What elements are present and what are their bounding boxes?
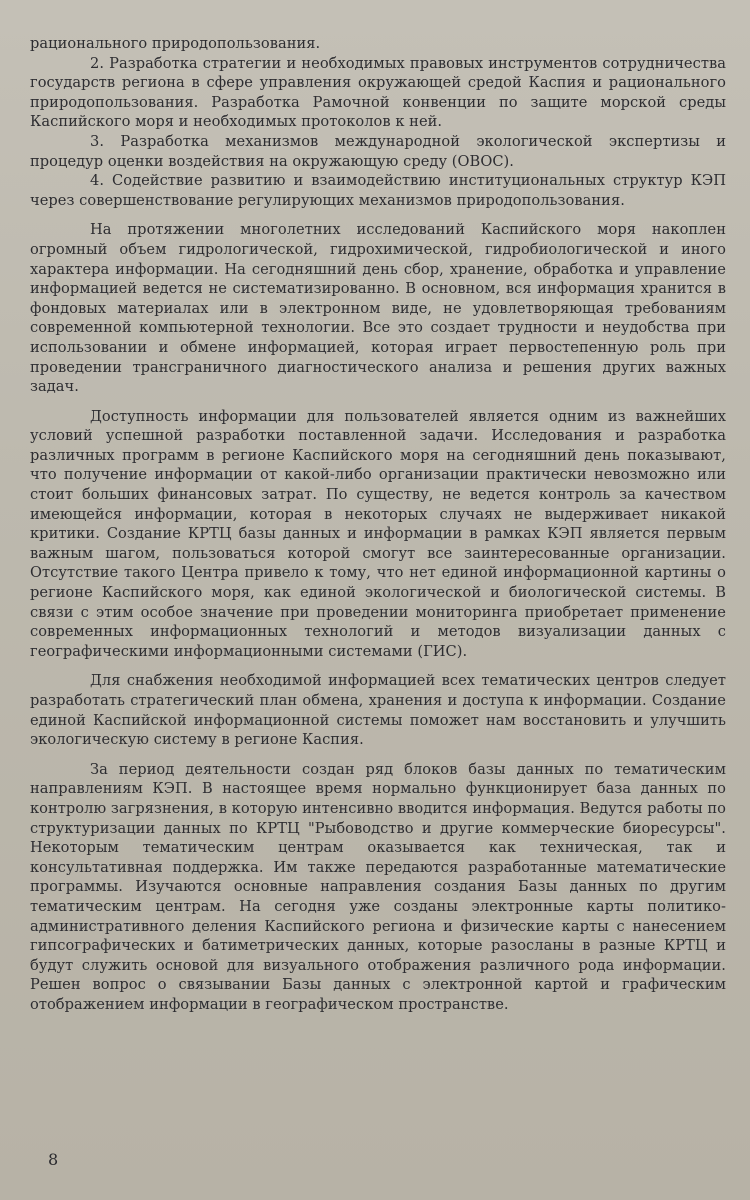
paragraph: рационального природопользования. [30,35,321,52]
paragraph: 2. Разработка стратегии и необходимых правовых инструментов сотрудничества государств региона в сфере управления окружающей средой Каспия и рационального природопользования. Разработка Рамочной конвенции по защите морской среды Каспийского моря и необходимых протоколов к ней. [30,54,726,131]
body-text [30,34,726,1015]
paragraph: На протяжении многолетних исследований Каспийского моря накоплен огромный объем гидрологической, гидрохимической, гидробиологической и иного характера информации. На сегодняшний день сбор, хранение, обработка и управление информацией ведется не систематизированно. В основном, вся информация хранится в фондовых материалах или в электронном виде, не удовлетворяющая требованиям современной компьютерной технологии. Все это создает трудности и неудобства при использовании и обмене информацией, которая играет первостепенную роль при проведении трансграничного диагностического анализа и решения других важных задач. [30,221,726,396]
paragraph: За период деятельности создан ряд блоков базы данных по тематическим направлениям КЭП. В настоящее время нормально функционирует база данных по контролю загрязнения, в которую интенсивно вводится информация. Ведутся работы по структуризации данных по КРТЦ "Рыбоводство и другие коммерческие биоресурсы". Некоторым тематическим центрам оказывается как техническая, так и консультативная поддержка. Им также передаются разработанные математические программы. Изучаются основные направления создания Базы данных по другим тематическим центрам. На сегодня уже созданы электронные карты политико-административного деления Каспийского региона и физические карты с нанесением гипсографических и батиметрических данных, которые разосланы в разные КРТЦ и будут служить основой для визуального отображения различного рода информации. Решен вопрос о связывании Базы данных с электронной картой и графическим отображением информации в географическом пространстве. [30,760,726,1013]
paragraph: Для снабжения необходимой информацией всех тематических центров следует разработать стратегический план обмена, хранения и доступа к информации. Создание единой Каспийской информационной системы поможет нам восстановить и улучшить экологическую систему в регионе Каспия. [30,672,726,749]
paragraph: Доступность информации для пользователей является одним из важнейших условий успешной разработки поставленной задачи. Исследования и разработка различных программ в регионе Каспийского моря на сегодняшний день показывают, что получение информации от какой-либо организации практически невозможно или стоит больших финансовых затрат. По существу, не ведется контроль за качеством имеющейся информации, которая в некоторых случаях не выдерживает никакой критики. Создание КРТЦ базы данных и информации в рамках КЭП является первым важным шагом, пользоваться которой смогут все заинтересованные организации. Отсутствие такого Центра привело к тому, что нет единой информационной картины о регионе Каспийского моря, как единой экологической и биологической системы. В связи с этим особое значение при проведении мониторинга приобретает применение современных информационных технологий и методов визуализации данных с географическими информационными системами (ГИС). [30,407,726,660]
paragraph: 3. Разработка механизмов международной экологической экспертизы и процедур оценки воздействия на окружающую среду (ОВОС). [30,132,726,170]
page-number: 8 [48,1150,59,1169]
paragraph: 4. Содействие развитию и взаимодействию институциональных структур КЭП через совершенствование регулирующих механизмов природопользования. [30,172,726,209]
